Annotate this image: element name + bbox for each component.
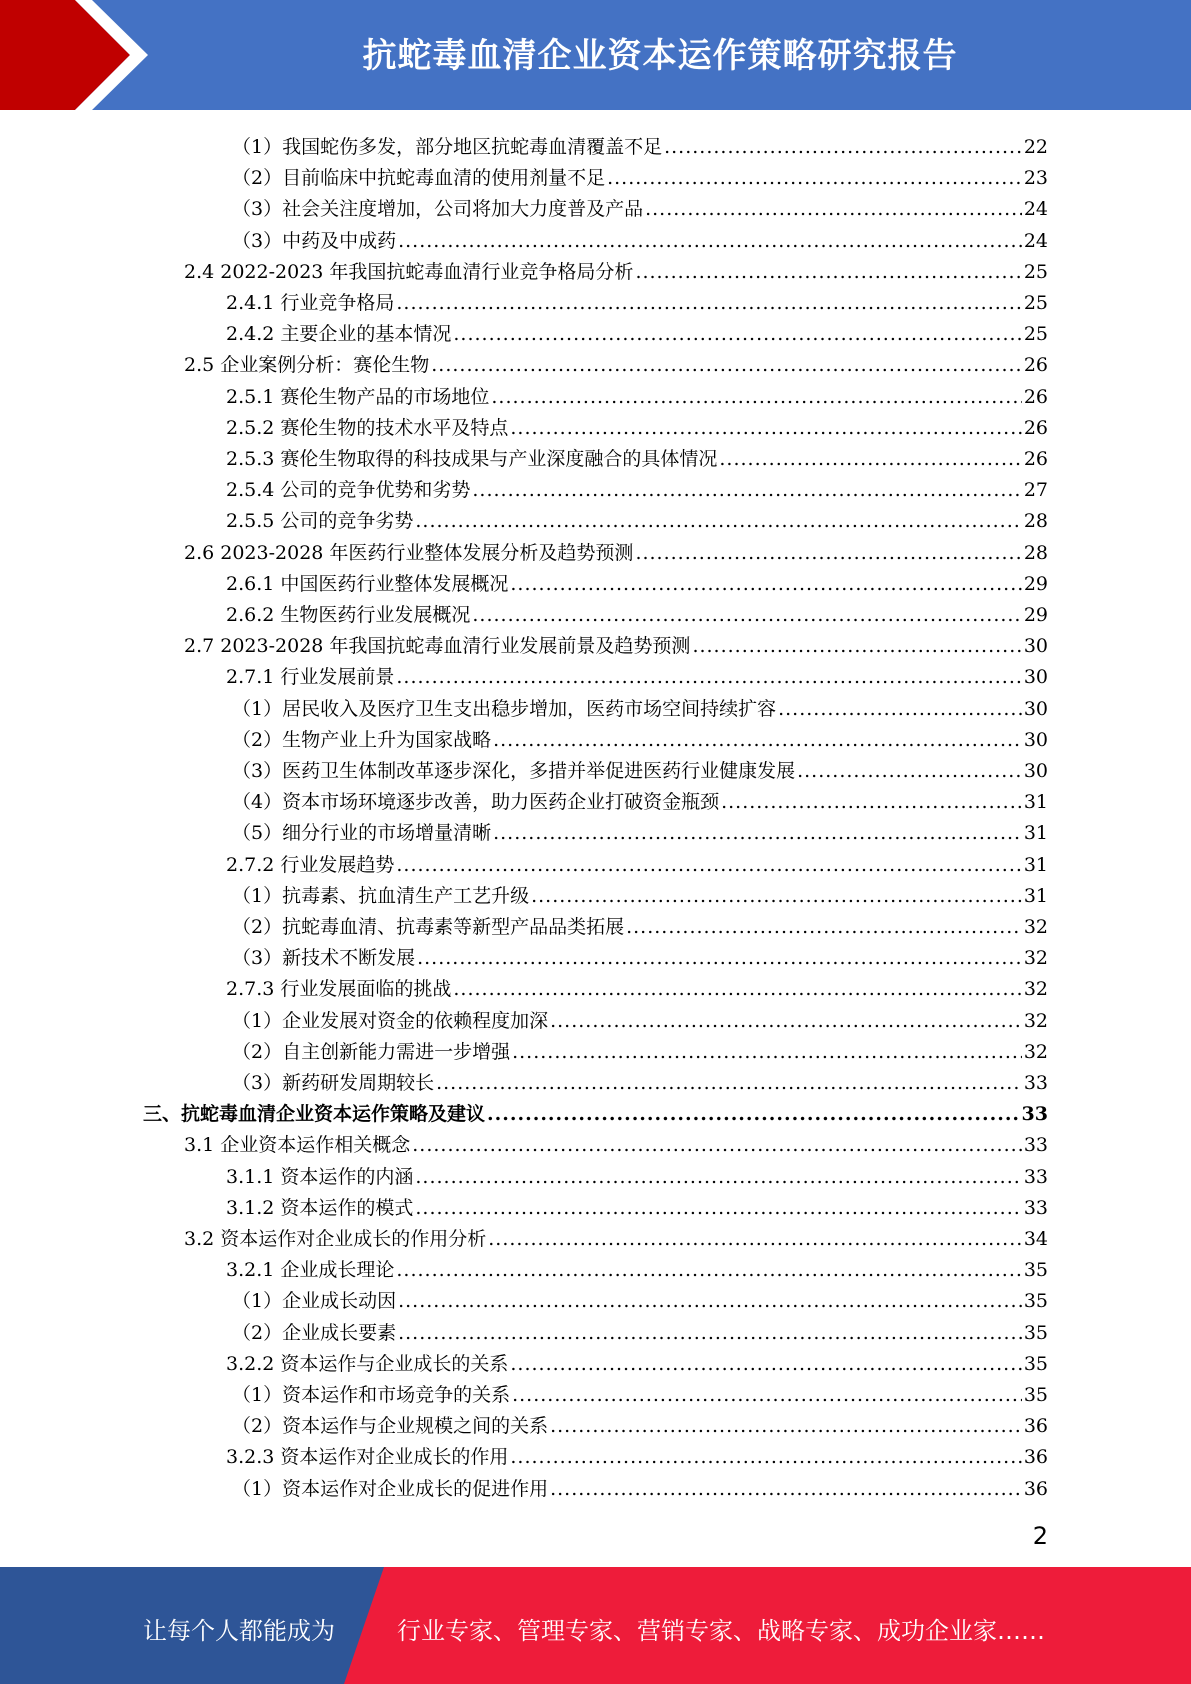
toc-leader-dots — [635, 261, 1021, 283]
toc-entry-page: 28 — [1023, 510, 1048, 533]
toc-entry-title: 2.5.4 公司的竞争优势和劣势 — [226, 479, 471, 502]
toc-entry-page: 24 — [1023, 198, 1048, 221]
toc-entry[interactable] — [232, 1469, 1048, 1500]
toc-leader-dots — [412, 1134, 1022, 1156]
toc-entry-title: （2）目前临床中抗蛇毒血清的使用剂量不足 — [232, 167, 606, 190]
toc-entry-page: 36 — [1023, 1446, 1048, 1469]
toc-entry-title: 2.7.1 行业发展前景 — [226, 666, 395, 689]
toc-entry-page: 32 — [1023, 947, 1048, 970]
toc-entry[interactable] — [232, 782, 1048, 813]
toc-entry-title: （5）细分行业的市场增量清晰 — [232, 822, 492, 845]
toc-entry-page: 29 — [1023, 572, 1048, 595]
toc-entry-title: 3.2.3 资本运作对企业成长的作用 — [226, 1446, 509, 1469]
toc-leader-dots — [396, 292, 1021, 314]
toc-entry-page: 30 — [1023, 728, 1048, 751]
toc-entry-title: 2.6 2023-2028 年医药行业整体发展分析及趋势预测 — [184, 541, 634, 564]
toc-entry-title: 3.2.2 资本运作与企业成长的关系 — [226, 1352, 509, 1375]
toc-entry-page: 30 — [1023, 635, 1048, 658]
page-footer — [0, 1567, 1191, 1684]
toc-entry[interactable] — [226, 470, 1048, 501]
toc-entry[interactable] — [226, 1157, 1048, 1188]
toc-leader-dots — [778, 698, 1022, 720]
toc-entry-title: （1）资本运作对企业成长的促进作用 — [232, 1477, 549, 1500]
toc-entry[interactable] — [184, 252, 1048, 283]
toc-entry-page: 31 — [1023, 884, 1048, 907]
toc-entry[interactable] — [184, 626, 1048, 657]
toc-entry[interactable] — [232, 127, 1048, 158]
report-title: 抗蛇毒血清企业资本运作策略研究报告 — [362, 36, 958, 76]
toc-entry[interactable] — [232, 1281, 1048, 1312]
toc-entry-title: （3）新药研发周期较长 — [232, 1072, 435, 1094]
toc-leader-dots — [415, 1166, 1021, 1188]
toc-leader-dots — [626, 916, 1022, 938]
toc-entry-page: 29 — [1023, 604, 1048, 626]
toc-leader-dots — [635, 542, 1021, 564]
toc-entry-page: 26 — [1023, 385, 1048, 408]
toc-leader-dots — [719, 448, 1021, 470]
toc-entry-title: 2.4.1 行业竞争格局 — [226, 292, 395, 314]
footer-slogan-right: 行业专家、管理专家、营销专家、战略专家、成功企业家…… — [397, 1617, 1045, 1645]
toc-entry[interactable] — [226, 845, 1048, 876]
toc-entry[interactable] — [226, 408, 1048, 439]
toc-entry-title: 2.7.2 行业发展趋势 — [226, 853, 395, 876]
toc-entry[interactable] — [232, 158, 1048, 189]
toc-entry-title: 2.6.2 生物医药行业发展概况 — [226, 604, 471, 626]
toc-entry-page: 35 — [1023, 1384, 1048, 1406]
toc-entry-title: 2.5.1 赛伦生物产品的市场地位 — [226, 385, 490, 408]
toc-entry-title: 2.4.2 主要企业的基本情况 — [226, 323, 452, 346]
toc-entry-title: 3.1.2 资本运作的模式 — [226, 1196, 414, 1219]
toc-entry-page: 25 — [1023, 323, 1048, 346]
toc-entry-page: 23 — [1023, 167, 1048, 190]
toc-entry-title: （1）企业发展对资金的依赖程度加深 — [232, 1009, 549, 1032]
toc-entry-page: 30 — [1023, 760, 1048, 782]
toc-entry[interactable] — [184, 1125, 1048, 1156]
toc-leader-dots — [453, 978, 1021, 1000]
toc-entry-title: 2.4 2022-2023 年我国抗蛇毒血清行业竞争格局分析 — [184, 260, 634, 283]
toc-leader-dots — [721, 791, 1022, 813]
toc-leader-dots — [396, 666, 1021, 688]
toc-entry-page: 32 — [1023, 1009, 1048, 1032]
toc-leader-dots — [512, 1041, 1022, 1063]
toc-entry[interactable] — [232, 720, 1048, 751]
toc-leader-dots — [510, 1353, 1021, 1375]
toc-entry-page: 35 — [1023, 1259, 1048, 1282]
toc-entry[interactable] — [232, 813, 1048, 844]
toc-leader-dots — [531, 885, 1022, 907]
toc-entry-title: 2.6.1 中国医药行业整体发展概况 — [226, 572, 509, 595]
toc-entry-title: （3）医药卫生体制改革逐步深化，多措并举促进医药行业健康发展 — [232, 760, 796, 782]
toc-entry-title: （1）资本运作和市场竞争的关系 — [232, 1384, 511, 1406]
footer-slogan-left: 让每个人都能成为 — [143, 1617, 335, 1645]
toc-entry-title: 2.5.3 赛伦生物取得的科技成果与产业深度融合的具体情况 — [226, 448, 718, 470]
toc-entry[interactable] — [232, 1001, 1048, 1032]
toc-leader-dots — [398, 1322, 1022, 1344]
toc-entry[interactable] — [226, 1188, 1048, 1219]
toc-entry-title: （1）居民收入及医疗卫生支出稳步增加，医药市场空间持续扩容 — [232, 697, 777, 720]
toc-entry-page: 25 — [1023, 292, 1048, 314]
toc-entry-title: （2）资本运作与企业规模之间的关系 — [232, 1415, 549, 1438]
toc-entry-page: 32 — [1023, 1040, 1048, 1063]
toc-entry[interactable] — [232, 751, 1048, 782]
toc-entry-page: 35 — [1023, 1321, 1048, 1344]
toc-entry-page: 24 — [1023, 229, 1048, 252]
toc-entry-page: 34 — [1023, 1228, 1048, 1250]
toc-leader-dots — [512, 1384, 1022, 1406]
toc-entry-title: 三、抗蛇毒血清企业资本运作策略及建议 — [143, 1103, 486, 1126]
toc-entry[interactable] — [232, 1032, 1048, 1063]
toc-entry-page: 25 — [1023, 260, 1048, 283]
toc-entry-page: 32 — [1023, 978, 1048, 1001]
toc-leader-dots — [488, 1228, 1022, 1250]
page-header — [0, 0, 1191, 110]
toc-leader-dots — [396, 1259, 1021, 1281]
toc-entry-page: 35 — [1023, 1290, 1048, 1313]
toc-leader-dots — [607, 167, 1022, 189]
toc-entry[interactable] — [232, 1313, 1048, 1344]
toc-leader-dots — [415, 510, 1021, 532]
toc-leader-dots — [398, 1290, 1022, 1312]
toc-leader-dots — [664, 136, 1022, 158]
toc-entry-page: 30 — [1023, 666, 1048, 689]
toc-entry[interactable] — [226, 314, 1048, 345]
toc-entry-title: 3.1.1 资本运作的内涵 — [226, 1165, 414, 1188]
toc-entry-title: （2）自主创新能力需进一步增强 — [232, 1040, 511, 1063]
toc-entry-page: 32 — [1023, 916, 1048, 938]
toc-entry-title: （4）资本市场环境逐步改善，助力医药企业打破资金瓶颈 — [232, 791, 720, 814]
toc-entry-title: 2.5.5 公司的竞争劣势 — [226, 510, 414, 533]
toc-entry-page: 36 — [1023, 1415, 1048, 1438]
toc-entry-title: （2）企业成长要素 — [232, 1321, 397, 1344]
toc-leader-dots — [493, 822, 1022, 844]
toc-leader-dots — [692, 635, 1021, 657]
toc-leader-dots — [510, 1446, 1021, 1468]
toc-leader-dots — [472, 479, 1021, 501]
toc-entry-page: 33 — [1021, 1103, 1048, 1126]
toc-leader-dots — [550, 1010, 1022, 1032]
toc-leader-dots — [415, 1197, 1021, 1219]
toc-entry[interactable] — [232, 189, 1048, 220]
toc-entry-page: 31 — [1023, 853, 1048, 876]
toc-entry[interactable] — [226, 283, 1048, 314]
toc-leader-dots — [453, 323, 1021, 345]
toc-entry[interactable] — [184, 533, 1048, 564]
toc-entry[interactable] — [143, 1094, 1048, 1125]
toc-entry-page: 33 — [1023, 1134, 1048, 1157]
toc-entry-title: 2.7 2023-2028 年我国抗蛇毒血清行业发展前景及趋势预测 — [184, 635, 691, 658]
toc-entry-page: 33 — [1023, 1072, 1048, 1094]
toc-entry[interactable] — [226, 657, 1048, 688]
toc-entry-page: 33 — [1023, 1196, 1048, 1219]
toc-entry-title: （1）抗毒素、抗血清生产工艺升级 — [232, 884, 530, 907]
toc-entry-page: 28 — [1023, 541, 1048, 564]
toc-leader-dots — [417, 947, 1022, 969]
toc-leader-dots — [487, 1103, 1020, 1125]
toc-entry-title: 3.2.1 企业成长理论 — [226, 1259, 395, 1282]
toc-entry[interactable] — [232, 1406, 1048, 1437]
toc-leader-dots — [491, 386, 1021, 408]
toc-entry-title: （1）企业成长动因 — [232, 1290, 397, 1313]
toc-entry-page: 26 — [1023, 416, 1048, 439]
toc-leader-dots — [510, 417, 1021, 439]
toc-entry[interactable] — [226, 501, 1048, 532]
toc-entry-page: 22 — [1023, 136, 1048, 158]
toc-entry-page: 31 — [1023, 791, 1048, 814]
page-number: 2 — [1032, 1522, 1048, 1550]
toc-entry-page: 36 — [1023, 1477, 1048, 1500]
toc-leader-dots — [398, 230, 1022, 252]
toc-entry[interactable] — [232, 938, 1048, 969]
toc-entry[interactable] — [232, 1375, 1048, 1406]
toc-entry-title: 2.7.3 行业发展面临的挑战 — [226, 978, 452, 1001]
toc-leader-dots — [472, 604, 1021, 626]
toc-entry[interactable] — [232, 876, 1048, 907]
toc-entry-page: 33 — [1023, 1165, 1048, 1188]
toc-entry-title: 3.1 企业资本运作相关概念 — [184, 1134, 411, 1157]
toc-leader-dots — [493, 729, 1022, 751]
toc-entry-title: （3）中药及中成药 — [232, 229, 397, 252]
toc-entry-title: （3）新技术不断发展 — [232, 947, 416, 970]
toc-entry[interactable] — [226, 1344, 1048, 1375]
toc-entry[interactable] — [226, 377, 1048, 408]
toc-leader-dots — [550, 1415, 1022, 1437]
toc-entry-page: 30 — [1023, 697, 1048, 720]
toc-entry[interactable] — [226, 439, 1048, 470]
toc-entry[interactable] — [232, 1063, 1048, 1094]
toc-leader-dots — [431, 354, 1022, 376]
toc-entry[interactable] — [184, 1219, 1048, 1250]
toc-entry[interactable] — [232, 689, 1048, 720]
toc-entry-title: （2）生物产业上升为国家战略 — [232, 728, 492, 751]
toc-entry-page: 26 — [1023, 448, 1048, 470]
toc-entry[interactable] — [226, 969, 1048, 1000]
toc-entry[interactable] — [232, 221, 1048, 252]
toc-leader-dots — [645, 198, 1022, 220]
toc-entry-title: （1）我国蛇伤多发，部分地区抗蛇毒血清覆盖不足 — [232, 136, 663, 158]
toc-entry[interactable] — [226, 595, 1048, 626]
toc-entry-page: 31 — [1023, 822, 1048, 845]
toc-entry-page: 26 — [1023, 354, 1048, 377]
toc-leader-dots — [510, 573, 1021, 595]
toc-entry[interactable] — [226, 564, 1048, 595]
toc-entry-page: 27 — [1023, 479, 1048, 502]
toc-entry[interactable] — [184, 345, 1048, 376]
toc-entry-title: 2.5 企业案例分析：赛伦生物 — [184, 354, 430, 377]
toc-entry[interactable] — [232, 907, 1048, 938]
toc-leader-dots — [436, 1072, 1022, 1094]
toc-leader-dots — [550, 1478, 1022, 1500]
toc-entry-title: （3）社会关注度增加，公司将加大力度普及产品 — [232, 198, 644, 221]
toc-entry[interactable] — [226, 1250, 1048, 1281]
toc-entry-title: （2）抗蛇毒血清、抗毒素等新型产品品类拓展 — [232, 916, 625, 938]
toc-leader-dots — [797, 760, 1022, 782]
toc-entry[interactable] — [226, 1437, 1048, 1468]
toc-entry-title: 3.2 资本运作对企业成长的作用分析 — [184, 1228, 487, 1250]
toc-entry-title: 2.5.2 赛伦生物的技术水平及特点 — [226, 416, 509, 439]
toc-leader-dots — [396, 854, 1021, 876]
toc-entry-page: 35 — [1023, 1352, 1048, 1375]
